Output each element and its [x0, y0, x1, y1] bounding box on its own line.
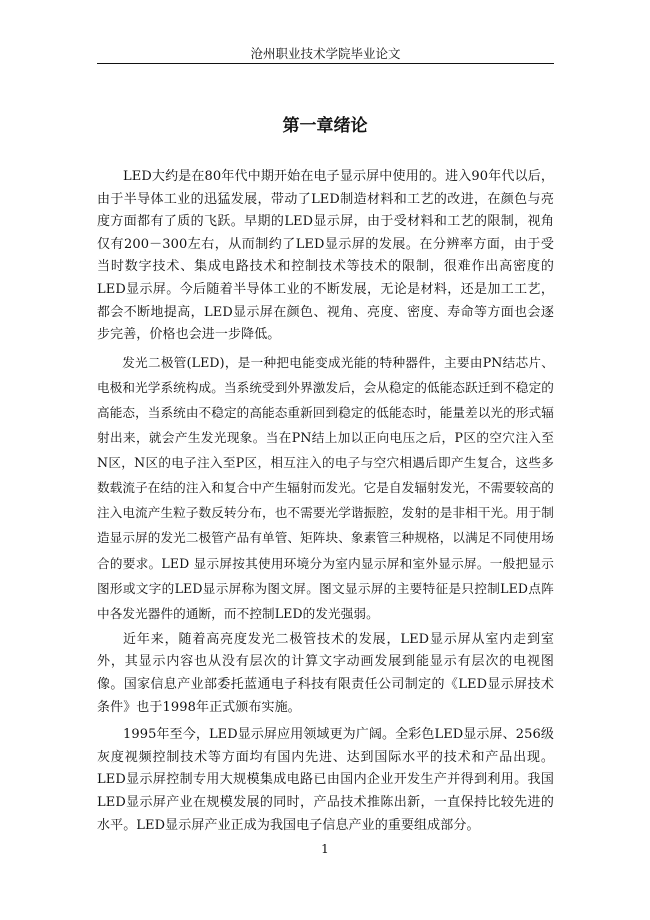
chapter-title: 第一章绪论	[282, 116, 368, 136]
paragraph-recent-development: 近年来，随着高亮度发光二极管技术的发展，LED显示屏从室内走到室外，其显示内容也从没有层次的计算文字动画发展到能显示有层次的电视图像。国家信息产业部委托蓝通电子科技有限责任公司制定的《LED显示屏技术条件》也于1998年正式颁布实施。	[97, 631, 554, 715]
header-divider	[97, 63, 554, 64]
page-number: 1	[321, 842, 329, 856]
paragraph-led-principle: 发光二极管(LED)，是一种把电能变成光能的特种器件，主要由PN结芯片、电极和光学系统构成。当系统受到外界激发后，会从稳定的低能态跃迁到不稳定的高能态，当系统由不稳定的高能态重新回到稳定的低能态时，能量差以光的形式辐射出来，就会产生发光现象。当在PN结上加以正向电压之后，P区的空穴注入至N区，N区的电子注入至P区，相互注入的电子与空穴相遇后即产生复合，这些多数载流子在结的注入和复合中产生辐射而发光。它是自发辐射发光，不需要较高的注入电流产生粒子数反转分布，也不需要光学谐振腔，发射的是非相干光。用于制造显示屏的发光二极管产品有单管、矩阵块、象素管三种规格，以满足不同使用场合的要求。LED 显示屏按其使用环境分为室内显示屏和室外显示屏。一般把显示图形或文字的LED显示屏称为图文屏。图文显示屏的主要特征是只控制LED点阵中各发光器件的通断，而不控制LED的发光强弱。	[97, 354, 554, 621]
page-header: 沧州职业技术学院毕业论文	[250, 46, 401, 61]
paragraph-industry-status: 1995年至今，LED显示屏应用领域更为广阔。全彩色LED显示屏、256级灰度视频控制技术等方面均有国内先进、达到国际水平的技术和产品出现。LED显示屏控制专用大规模集成电路已由国内企业开发生产并得到利用。我国LED显示屏产业在规模发展的同时，产品技术推陈出新，一直保持比较先进的水平。LED显示屏产业正成为我国电子信息产业的重要组成部分。	[97, 727, 554, 833]
paragraph-led-history: LED大约是在80年代中期开始在电子显示屏中使用的。进入90年代以后，由于半导体工业的迅猛发展，带动了LED制造材料和工艺的改进，在颜色与亮度方面都有了质的飞跃。早期的LED显示屏，由于受材料和工艺的限制，视角仅有200－300左右，从而制约了LED显示屏的发展。在分辨率方面，由于受当时数字技术、集成电路技术和控制技术等技术的限制，很难作出高密度的LED显示屏。今后随着半导体工业的不断发展，无论是材料，还是加工工艺，都会不断地提高，LED显示屏在颜色、视角、亮度、密度、寿命等方面也会逐步完善，价格也会进一步降低。	[97, 169, 554, 343]
document-body	[97, 166, 554, 837]
